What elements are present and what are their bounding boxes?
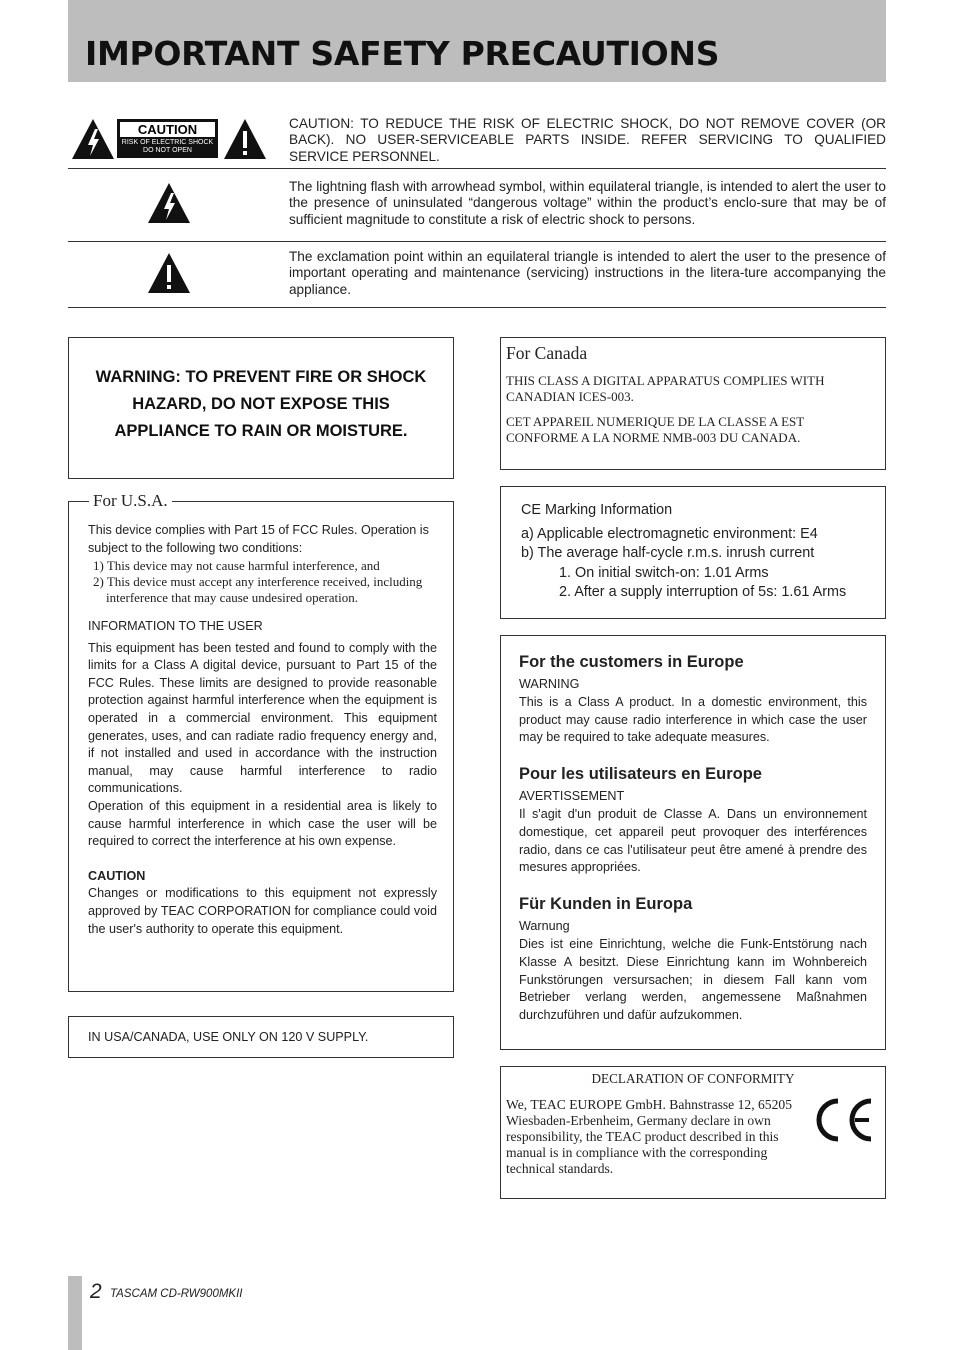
usa-info-text-2: Operation of this equipment in a residential area is likely to cause harmful interference in which case the user will be required to correct the interference at his own expense. <box>88 798 437 849</box>
europe-en-text: This is a Class A product. In a domestic environment, this product may cause radio interference in which case the user may be required to take adequate measures. <box>519 694 867 745</box>
lightning-row <box>68 169 886 242</box>
europe-en-label: WARNING <box>519 677 580 691</box>
lightning-triangle-icon <box>147 182 191 224</box>
exclamation-triangle-icon <box>147 252 191 294</box>
lightning-text: The lightning flash with arrowhead symbol, within equilateral triangle, is intended to alert the user to the presence of uninsulated “dangerous voltage” within the product’s enclo-sure that may be of sufficient magnitude to constitute a risk of electric shock to persons. <box>289 179 886 227</box>
canada-box <box>500 337 886 470</box>
supply-text: IN USA/CANADA, USE ONLY ON 120 V SUPPLY. <box>88 1030 369 1044</box>
usa-info-heading: INFORMATION TO THE USER <box>88 619 263 633</box>
page-number: 2 <box>90 1280 102 1303</box>
ce-mark-icon <box>811 1095 877 1145</box>
conformity-title: DECLARATION OF CONFORMITY <box>591 1071 795 1086</box>
usa-info-text: This equipment has been tested and found to comply with the limits for a Class A digital device, pursuant to Part 15 of the FCC Rules. These limits are designed to provide reasonable protection against harmful interference when the equipment is operated in a commercial environment. This equipment generates, uses, and can radiate radio frequency energy and, if not installed and used in accordance with the instruction manual, may cause harmful interference to radio communications. <box>88 640 437 796</box>
europe-en-heading: For the customers in Europe <box>519 653 744 671</box>
ce-marking-item-b: b) The average half-cycle r.m.s. inrush current <box>521 545 815 561</box>
canada-text-fr: CET APPAREIL NUMERIQUE DE LA CLASSE A EST CONFORME A LA NORME NMB-003 DU CANADA. <box>506 414 804 445</box>
canada-text-en: THIS CLASS A DIGITAL APPARATUS COMPLIES WITH CANADIAN ICES-003. <box>506 373 825 404</box>
exclamation-text: The exclamation point within an equilateral triangle is intended to alert the user to the presence of important operating and maintenance (servicing) instructions in the litera-ture accompanying the appliance. <box>289 249 886 297</box>
europe-fr-label: AVERTISSEMENT <box>519 789 625 804</box>
warning-box <box>68 337 454 479</box>
usa-condition-1: 1) This device may not cause harmful interference, and <box>93 558 380 573</box>
footer-bar <box>68 1276 82 1350</box>
ce-marking-item-b2: 2. After a supply interruption of 5s: 1.61 Arms <box>559 584 847 600</box>
caution-label <box>117 119 218 158</box>
ce-marking-box <box>500 486 886 619</box>
conformity-box <box>500 1066 886 1199</box>
usa-condition-2: 2) This device must accept any interference received, including interference that may cause undesired operation. <box>93 574 423 605</box>
ce-marking-item-b1: 1. On initial switch-on: 1.01 Arms <box>559 564 769 581</box>
usa-caution-heading: CAUTION <box>88 868 146 883</box>
europe-fr-heading: Pour les utilisateurs en Europe <box>519 765 762 784</box>
caution-label-line1: RISK OF ELECTRIC SHOCK <box>121 139 214 146</box>
exclamation-row <box>68 242 886 308</box>
caution-label-line2: DO NOT OPEN <box>143 147 192 154</box>
usa-caution-text: Changes or modifications to this equipment not expressly approved by TEAC CORPORATION for compliance could void the user's authority to operate this equipment. <box>88 886 437 936</box>
usa-legend: For U.S.A. <box>89 490 172 512</box>
caution-label-title: CAUTION <box>120 122 215 137</box>
europe-box <box>500 635 886 1050</box>
europe-de-heading: Für Kunden in Europa <box>519 895 693 914</box>
conformity-text: We, TEAC EUROPE GmbH. Bahnstrasse 12, 65205 Wiesbaden-Erbenheim, Germany declare in own responsibility, the TEAC product described in this manual is in compliance with the corresponding technical standards. <box>506 1097 792 1176</box>
canada-title: For Canada <box>506 343 588 363</box>
supply-box <box>68 1016 454 1058</box>
page-title: IMPORTANT SAFETY PRECAUTIONS <box>85 34 720 73</box>
usa-box <box>68 491 454 992</box>
usa-intro: This device complies with Part 15 of FCC Rules. Operation is subject to the following two conditions: <box>88 523 429 555</box>
europe-de-text: Dies ist eine Einrichtung, welche die Funk-Entstörung nach Klasse A besitzt. Diese Einrichtung kann im Wohnbereich Funkstörungen versursachen; in diesem Fall kann vom Betrieber verlang werden, angemessene Maßnahmen durchzuführen und dafür aufzukommen. <box>519 936 867 1023</box>
caution-text: CAUTION: TO REDUCE THE RISK OF ELECTRIC SHOCK, DO NOT REMOVE COVER (OR BACK). NO USER-SERVICEABLE PARTS INSIDE. REFER SERVICING TO QUALIFIED SERVICE PERSONNEL. <box>289 116 886 164</box>
ce-marking-item-a: a) Applicable electromagnetic environment: E4 <box>521 525 818 542</box>
lightning-triangle-icon <box>70 117 116 161</box>
europe-de-label: Warnung <box>519 919 570 934</box>
exclamation-triangle-icon <box>222 117 268 161</box>
product-name: TASCAM CD-RW900MKII <box>110 1288 243 1300</box>
caution-row <box>68 110 886 169</box>
warning-text: WARNING: TO PREVENT FIRE OR SHOCK HAZARD, DO NOT EXPOSE THIS APPLIANCE TO RAIN OR MOISTURE. <box>95 368 427 440</box>
page-header <box>68 0 886 82</box>
ce-marking-title: CE Marking Information <box>521 502 673 518</box>
europe-fr-text: Il s'agit d'un produit de Classe A. Dans un environnement domestique, cet appareil peut provoquer des interférences radio, dans ce cas l'utilisateur peut être amené à prendre des mesures appropriées. <box>519 806 867 875</box>
